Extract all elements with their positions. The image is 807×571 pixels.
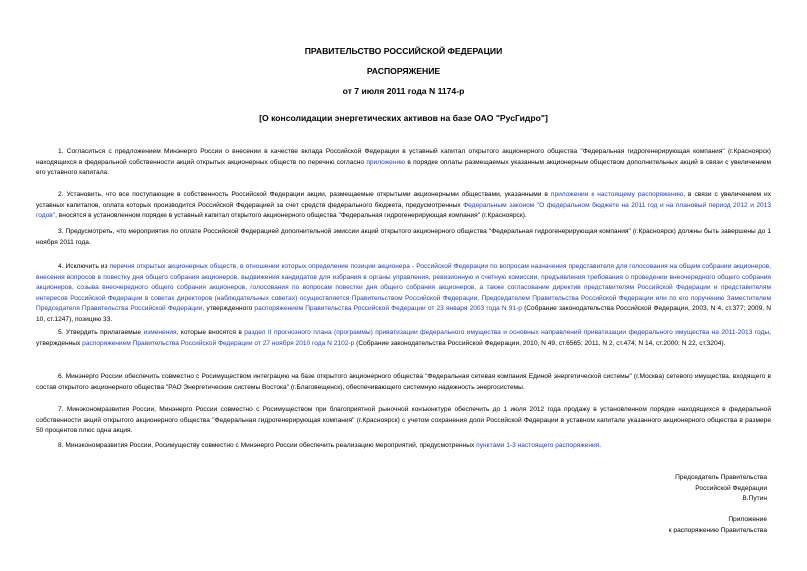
- signer-country: Российской Федерации: [695, 484, 767, 492]
- signer-position: Председатель Правительства: [675, 474, 767, 481]
- paragraph-text: , которые вносятся в: [176, 329, 245, 336]
- paragraph-text: 7. Минэкономразвития России, Минэнерго России совместно с Росимуществом при благоприятной рыночной конъюнктуре обеспечить до 1 июля 2012 года продажу в установленном порядке находящихся в федеральной собственности акций открытого акционерного общества "Федеральная гидрогенерирующая компания" (г.Красноярск) с учетом сохранения доли Российской Федерации в уставном капитале указанного акционерного общества в размере 50 процентов плюс одна акция.: [36, 406, 771, 435]
- paragraph-text: , утвержденных: [36, 329, 771, 347]
- paragraph-3: [36, 227, 771, 248]
- paragraph-text: 4. Исключить из: [58, 263, 110, 270]
- paragraph-6: [36, 372, 771, 393]
- issuing-authority: ПРАВИТЕЛЬСТВО РОССИЙСКОЙ ФЕДЕРАЦИИ: [304, 46, 503, 56]
- paragraph-text: 2. Установить, что все поступающие в собственность Российской Федерации акции, размещаемые открытыми акционерными обществами, указанными в: [58, 191, 551, 198]
- paragraph-text: 3. Предусмотреть, что мероприятия по оплате Российской Федерацией дополнительной эмиссии акций открытого акционерного общества "Федеральная гидрогенерирующая компания" (г.Красноярск) должны быть завершены до 1 ноября 2011 года.: [36, 228, 771, 246]
- link-privatization-plan[interactable]: раздел II прогнозного плана (программы) приватизации федерального имущества и основных направлений приватизации федерального имущества на 2011-2013 годы: [244, 329, 770, 336]
- paragraph-text: (Собрание законодательства Российской Федерации, 2003, N 4, ст.377; 2009, N 10, ст.1247), позицию 33.: [36, 305, 771, 323]
- paragraph-text: .: [599, 442, 602, 449]
- link-federal-budget-law[interactable]: Федеральным законом "О федеральном бюджете на 2011 год и на плановый период 2012 и 2013 годов": [36, 201, 772, 220]
- link-joint-stock-list[interactable]: перечня открытых акционерных обществ, в отношении которых определение позиции акционера - Российской Федерации по вопросам назначения представителя для голосования на общем собрании акционеров, внесения вопросов в повестку дня общего собрания акционеров, выдвижения кандидатов для избрания в органы управления, ревизионную и счетную комиссии, предъявления требования о проведении внеочередного общего собрания акционеров, созыва внеочередного общего собрания акционеров, голосования по вопросам повестки дня общего собрания акционеров, а также согласование директив представителям Российской Федерации и представителям интересов Российской Федерации в советах директоров (наблюдательных советах) осуществляется Правительством Российской Федерации, Председателем Правительства Российской Федерации или по его поручению Заместителем Председателя Правительства Российской Федерации: [36, 263, 771, 313]
- link-appendix-order[interactable]: приложении к настоящему распоряжению: [550, 191, 684, 198]
- paragraph-7: [36, 405, 771, 437]
- paragraph-8: [36, 441, 771, 452]
- paragraph-text: 5. Утвердить прилагаемые: [58, 329, 144, 336]
- paragraph-2: [36, 190, 771, 222]
- paragraph-text: 8. Минэкономразвития России, Росимуществу совместно с Минэнерго России обеспечить реализацию мероприятий, предусмотренных: [58, 442, 477, 449]
- link-points-1-3[interactable]: пунктами 1-3 настоящего распоряжения: [476, 442, 600, 449]
- paragraph-text: 1. Согласиться с предложением Минэнерго России о внесении в качестве вклада Российской Федерации в уставный капитал открытого акционерного общества "Федеральная гидрогенерирующая компания" (г.Красноярск) находящихся в федеральной собственности акций открытых акционерных обществ по перечню согласно: [36, 148, 771, 166]
- document-date-number: от 7 июля 2011 года N 1174-р: [342, 86, 465, 96]
- appendix-reference: к распоряжению Правительства: [668, 526, 767, 534]
- paragraph-text: , в связи с увеличением их уставных капиталов, оплата которых производится Российской Федерацией за счет средств федерального бюджета, предусмотренных: [36, 191, 771, 209]
- paragraph-4: [36, 262, 771, 326]
- link-order-91r[interactable]: распоряжением Правительства Российской Федерации от 23 января 2003 года N 91-р: [254, 305, 522, 313]
- link-changes[interactable]: изменения: [143, 329, 177, 336]
- paragraph-text: 6. Минэнерго России обеспечить совместно с Росимуществом интеграцию на базе открытого акционерного общества "Федеральная сетевая компания Единой энергетической системы" (г.Москва) сетевого имущества, входящего в состав открытого акционерного общества "РАО Энергетические системы Востока" (г.Благовещенск), обеспечивающего системную надежность энергосистемы.: [36, 373, 771, 391]
- paragraph-1: [36, 147, 771, 179]
- paragraph-text: (Собрание законодательства Российской Федерации, 2010, N 49, ст.6565; 2011, N 2, ст.474; N 14, ст.2000; N 22, ст.3204).: [354, 339, 726, 347]
- link-appendix[interactable]: приложению: [366, 158, 406, 166]
- signature-block: [675, 473, 767, 505]
- paragraph-5: [36, 328, 771, 349]
- appendix-caption: [669, 515, 767, 536]
- document-title: [О консолидации энергетических активов на базе ОАО "РусГидро"]: [259, 113, 548, 123]
- link-order-2102r[interactable]: распоряжением Правительства Российской Федерации от 27 ноября 2010 года N 2102-р: [82, 339, 355, 347]
- paragraph-text: , вносятся в установленном порядке в уставный капитал открытого акционерного общества "Федеральная гидрогенерирующая компания" (г.Красноярск).: [55, 212, 527, 220]
- paragraph-text: , утвержденного: [202, 305, 255, 313]
- appendix-label: Приложение: [728, 516, 767, 523]
- signer-name: В.Путин: [742, 495, 767, 503]
- paragraph-text: в порядке оплаты размещаемых указанным акционерным обществом дополнительных акций в связи с увеличением его уставного капитала.: [36, 158, 771, 177]
- document-type: РАСПОРЯЖЕНИЕ: [366, 66, 441, 76]
